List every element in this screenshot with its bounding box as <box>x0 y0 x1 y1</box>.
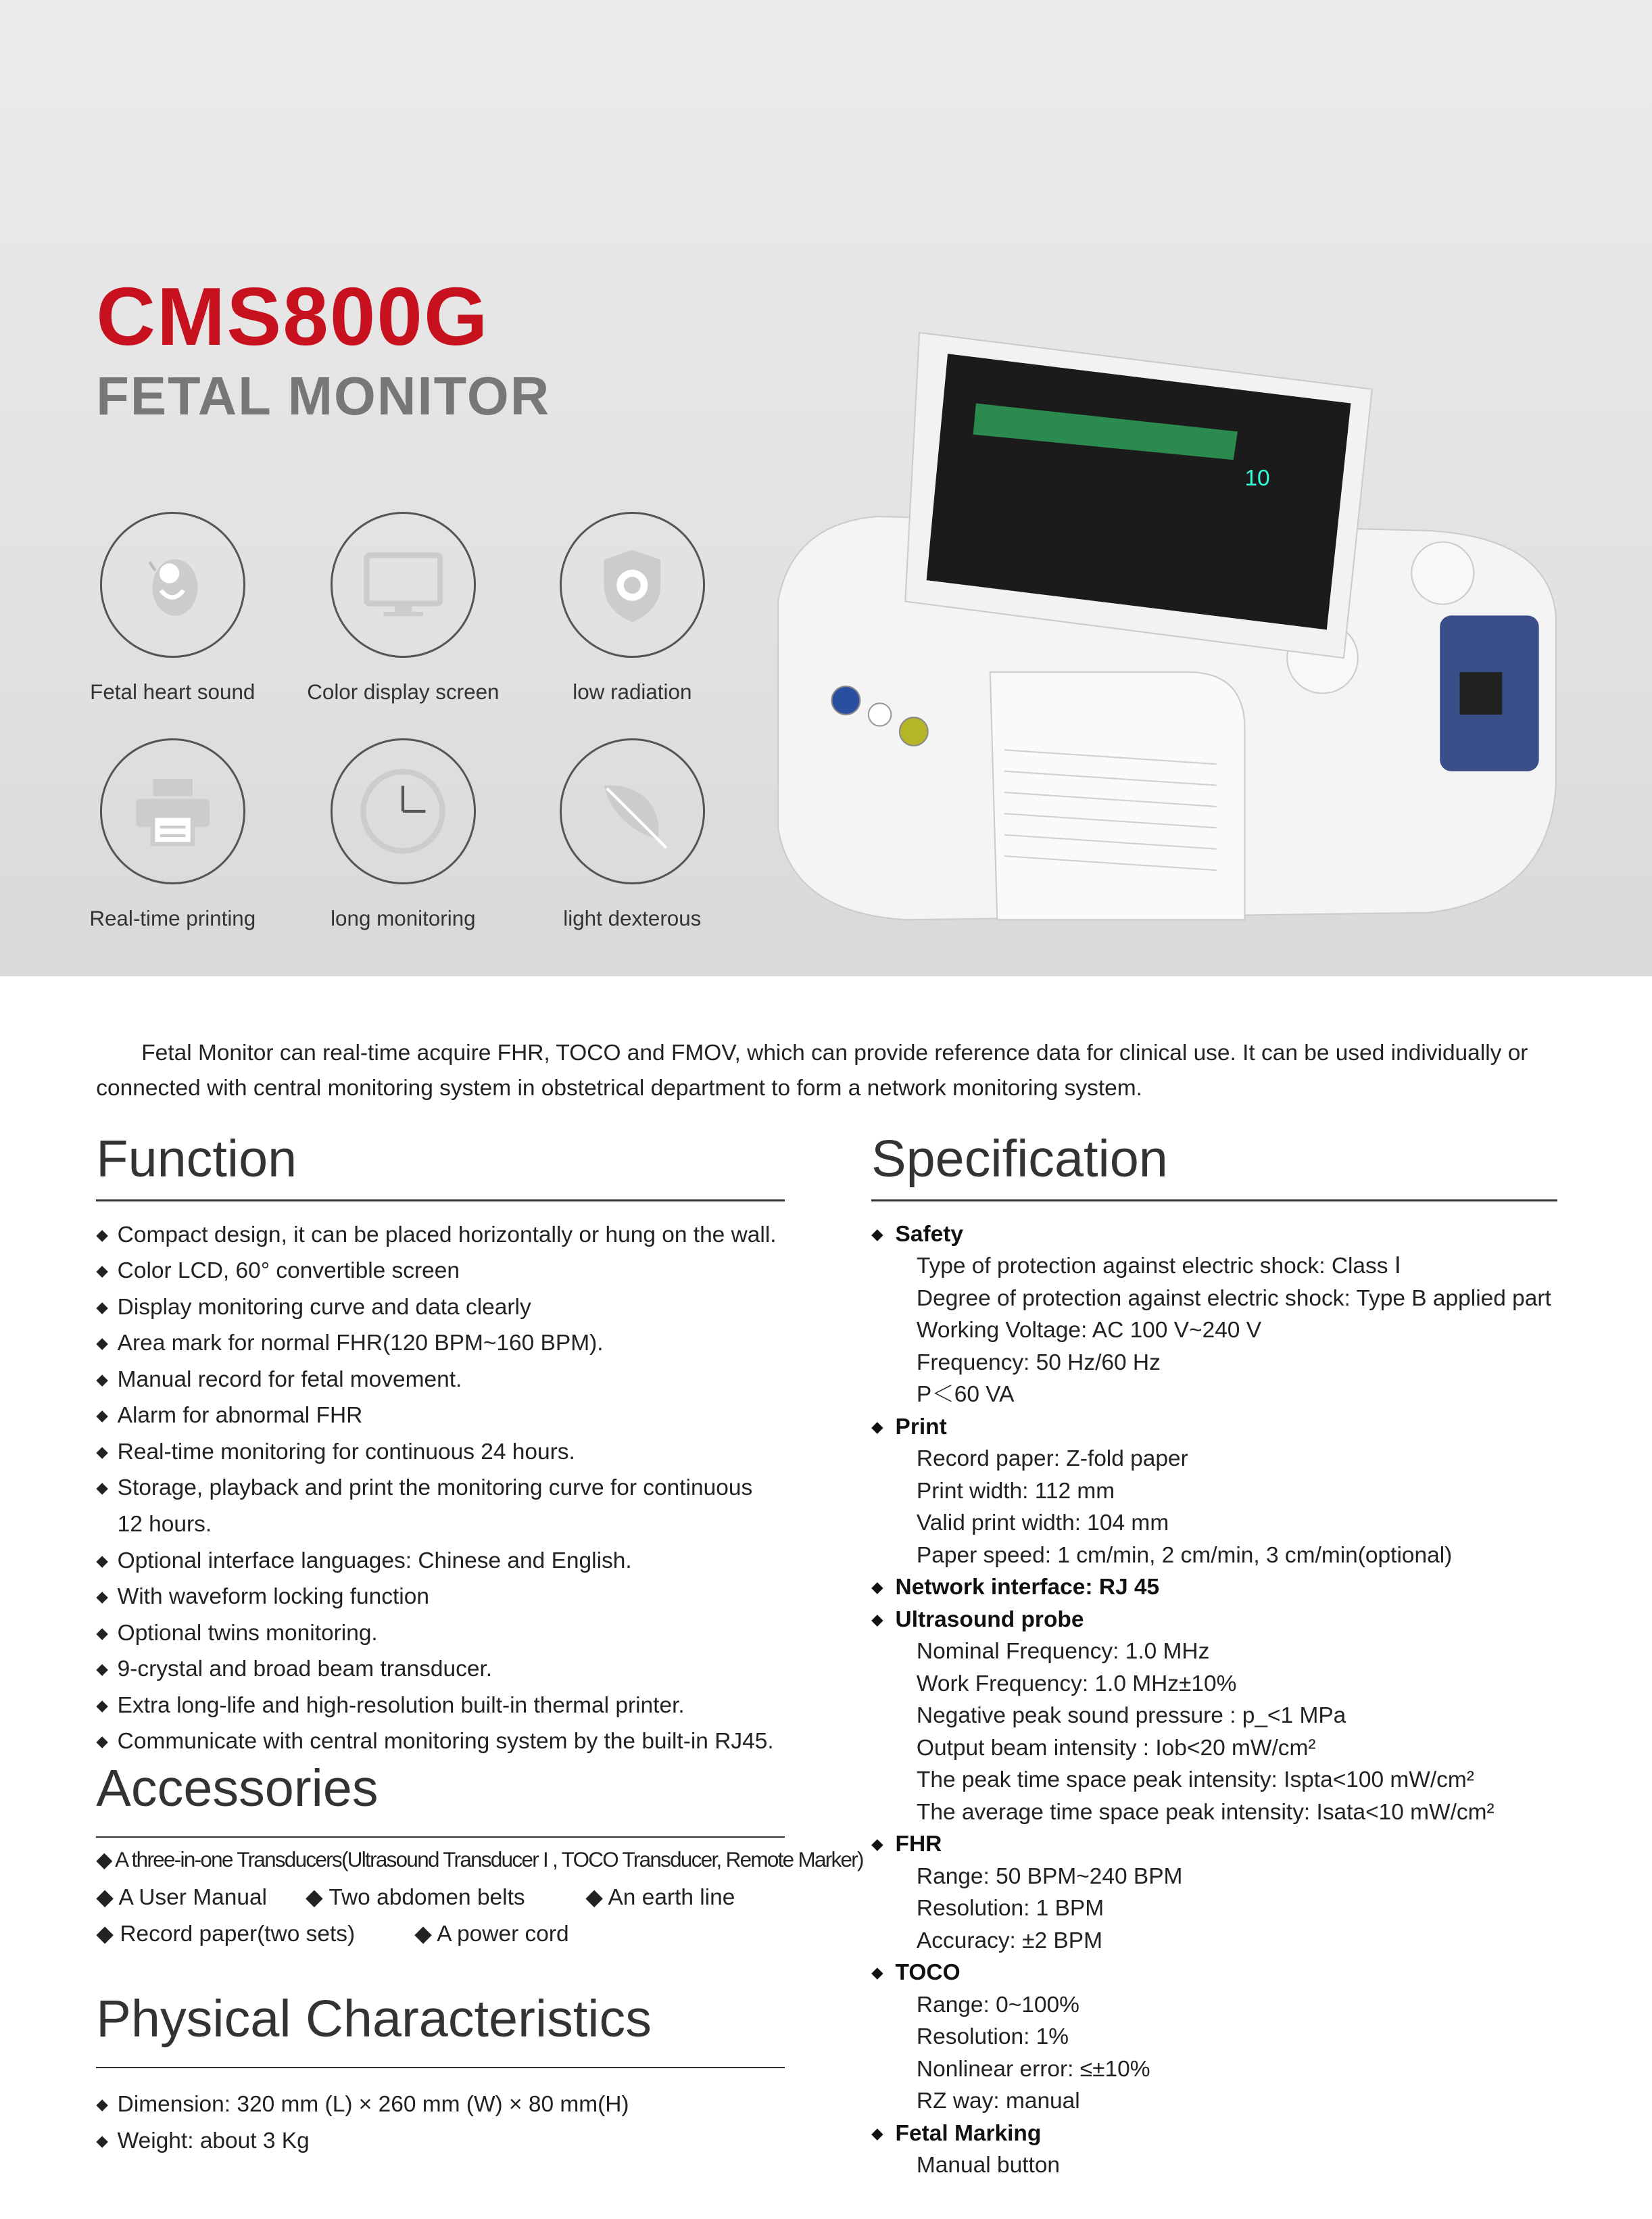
bullet-diamond-icon: ◆ <box>96 1225 108 1243</box>
shield-icon <box>597 546 668 625</box>
screen-fhr-value: 10 <box>1244 465 1270 491</box>
function-item: ◆ Color LCD, 60° convertible screen <box>96 1253 776 1289</box>
spec-group-title: ◆ Print <box>871 1411 1551 1443</box>
function-item: ◆ Display monitoring curve and data clearly <box>96 1289 776 1326</box>
bullet-diamond-icon: ◆ <box>96 1370 108 1388</box>
divider <box>96 2067 785 2068</box>
bullet-diamond-icon: ◆ <box>871 2124 883 2142</box>
spec-line: Print width: 112 mm <box>916 1478 1115 1504</box>
accessory-item: ◆ A power cord <box>414 1921 569 1947</box>
function-heading: Function <box>96 1129 297 1188</box>
bullet-diamond-icon: ◆ <box>871 1417 883 1435</box>
spec-line: The average time space peak intensity: Isata<10 mW/cm² <box>916 1799 1495 1825</box>
spec-line: Resolution: 1 BPM <box>916 1896 1104 1922</box>
bullet-diamond-icon: ◆ <box>871 1224 883 1243</box>
accessories-heading: Accessories <box>96 1759 379 1817</box>
bullet-diamond-icon: ◆ <box>96 1696 108 1714</box>
function-item: ◆ Compact design, it can be placed horizontally or hung on the wall. <box>96 1217 776 1254</box>
intro-paragraph: Fetal Monitor can real-time acquire FHR, TOCO and FMOV, which can provide reference data for clinical use. It can be used individually or connected with central monitoring system in obstetrical department to form a network monitoring system. <box>96 1040 1528 1101</box>
function-item: ◆ Alarm for abnormal FHR <box>96 1398 776 1434</box>
function-item: ◆ Manual record for fetal movement. <box>96 1362 776 1398</box>
bullet-diamond-icon: ◆ <box>96 1297 108 1316</box>
spec-line: Negative peak sound pressure : p_<1 MPa <box>916 1703 1346 1729</box>
bullet-diamond-icon: ◆ <box>96 1732 108 1750</box>
bullet-diamond-icon: ◆ <box>96 1623 108 1642</box>
feature-light-dexterous: light dexterous <box>519 738 746 931</box>
spec-group-title: ◆ Network interface: RJ 45 <box>871 1571 1551 1604</box>
feature-long-monitoring: long monitoring <box>290 738 516 931</box>
spec-group-title: ◆ TOCO <box>871 1957 1551 1989</box>
accessory-item: ◆ Two abdomen belts <box>305 1885 525 1911</box>
bullet-diamond-icon: ◆ <box>96 1442 108 1460</box>
bullet-diamond-icon: ◆ <box>96 1479 108 1497</box>
spec-line: Type of protection against electric shock: Class Ⅰ <box>916 1254 1401 1279</box>
spec-line: Paper speed: 1 cm/min, 2 cm/min, 3 cm/min(optional) <box>916 1542 1453 1568</box>
spec-line: Working Voltage: AC 100 V~240 V <box>916 1318 1262 1343</box>
spec-line: Accuracy: ±2 BPM <box>916 1928 1102 1953</box>
function-item: ◆ Storage, playback and print the monitoring curve for continuous <box>96 1470 776 1506</box>
model-title: CMS800G <box>96 270 489 362</box>
spec-line: Output beam intensity : Iob<20 mW/cm² <box>916 1735 1316 1761</box>
spec-line: Nominal Frequency: 1.0 MHz <box>916 1639 1210 1665</box>
function-item-continuation: 12 hours. <box>117 1512 212 1537</box>
function-item: ◆ Area mark for normal FHR(120 BPM~160 BPM). <box>96 1325 776 1362</box>
monitor-icon <box>361 550 446 621</box>
bullet-diamond-icon: ◆ <box>96 1660 108 1678</box>
accessory-item: ◆ A User Manual <box>96 1885 267 1911</box>
feature-color-display: Color display screen <box>290 512 516 705</box>
bullet-diamond-icon: ◆ <box>96 1262 108 1280</box>
bullet-diamond-icon: ◆ <box>96 1551 108 1569</box>
bullet-diamond-icon: ◆ <box>96 1588 108 1606</box>
fetus-icon <box>130 542 215 627</box>
divider <box>871 1199 1557 1201</box>
bullet-diamond-icon: ◆ <box>871 1578 883 1596</box>
spec-group-title: ◆ Fetal Marking <box>871 2118 1551 2150</box>
divider <box>96 1836 785 1838</box>
function-item: ◆ Extra long-life and high-resolution built-in thermal printer. <box>96 1688 776 1724</box>
spec-line: Degree of protection against electric shock: Type B applied part <box>916 1285 1551 1311</box>
spec-line: RZ way: manual <box>916 2089 1080 2114</box>
function-item: ◆ Optional twins monitoring. <box>96 1615 776 1652</box>
feather-icon <box>593 771 672 851</box>
specification-list <box>871 1218 1551 2182</box>
physical-list <box>96 2086 629 2159</box>
product-subtitle: FETAL MONITOR <box>96 365 551 426</box>
physical-heading: Physical Characteristics <box>96 1990 652 2049</box>
spec-line: Nonlinear error: ≤±10% <box>916 2056 1150 2082</box>
feature-fetal-heart-sound: Fetal heart sound <box>59 512 286 705</box>
bullet-diamond-icon: ◆ <box>871 1835 883 1853</box>
feature-real-time-printing: Real-time printing <box>59 738 286 931</box>
spec-line: Work Frequency: 1.0 MHz±10% <box>916 1671 1237 1696</box>
physical-item: ◆ Dimension: 320 mm (L) × 260 mm (W) × 80 mm(H) <box>96 2092 629 2118</box>
spec-group-title: ◆ Ultrasound probe <box>871 1604 1551 1636</box>
spec-line: Manual button <box>916 2153 1061 2178</box>
spec-line: Range: 0~100% <box>916 1992 1079 2018</box>
bullet-diamond-icon: ◆ <box>96 1334 108 1352</box>
specification-heading: Specification <box>871 1129 1168 1188</box>
spec-line: Valid print width: 104 mm <box>916 1510 1169 1536</box>
spec-group-title: ◆ Safety <box>871 1218 1551 1251</box>
function-list <box>96 1217 776 1760</box>
spec-group-title: ◆ FHR <box>871 1828 1551 1861</box>
function-item: ◆ Real-time monitoring for continuous 24 hours. <box>96 1434 776 1471</box>
spec-line: Range: 50 BPM~240 BPM <box>916 1863 1183 1889</box>
clock-icon <box>358 766 448 857</box>
accessories-list <box>96 1847 863 1957</box>
physical-item: ◆ Weight: about 3 Kg <box>96 2128 310 2153</box>
hero-banner <box>0 0 1652 976</box>
fetal-monitor-device-image <box>764 318 1570 927</box>
function-item: ◆ Optional interface languages: Chinese and English. <box>96 1543 776 1579</box>
function-item: ◆ 9-crystal and broad beam transducer. <box>96 1651 776 1688</box>
spec-line: P＜60 VA <box>916 1382 1015 1408</box>
spec-line: The peak time space peak intensity: Ispta<100 mW/cm² <box>916 1767 1474 1793</box>
spec-line: Resolution: 1% <box>916 2024 1069 2050</box>
feature-low-radiation: low radiation <box>519 512 746 705</box>
accessory-item: ◆ Record paper(two sets) <box>96 1921 356 1947</box>
printer-icon <box>133 776 212 847</box>
bullet-diamond-icon: ◆ <box>871 1610 883 1628</box>
spec-line: Record paper: Z-fold paper <box>916 1446 1188 1472</box>
spec-line: Frequency: 50 Hz/60 Hz <box>916 1350 1161 1375</box>
accessory-item: ◆ An earth line <box>585 1885 735 1911</box>
function-item: ◆ Communicate with central monitoring system by the built-in RJ45. <box>96 1723 776 1760</box>
bullet-diamond-icon: ◆ <box>96 1406 108 1425</box>
bullet-diamond-icon: ◆ <box>871 1963 883 1982</box>
function-item: ◆ With waveform locking function <box>96 1579 776 1615</box>
divider <box>96 1199 785 1201</box>
accessory-item: ◆ A three-in-one Transducers(Ultrasound Transducer I , TOCO Transducer, Remote Marker) <box>96 1847 863 1871</box>
